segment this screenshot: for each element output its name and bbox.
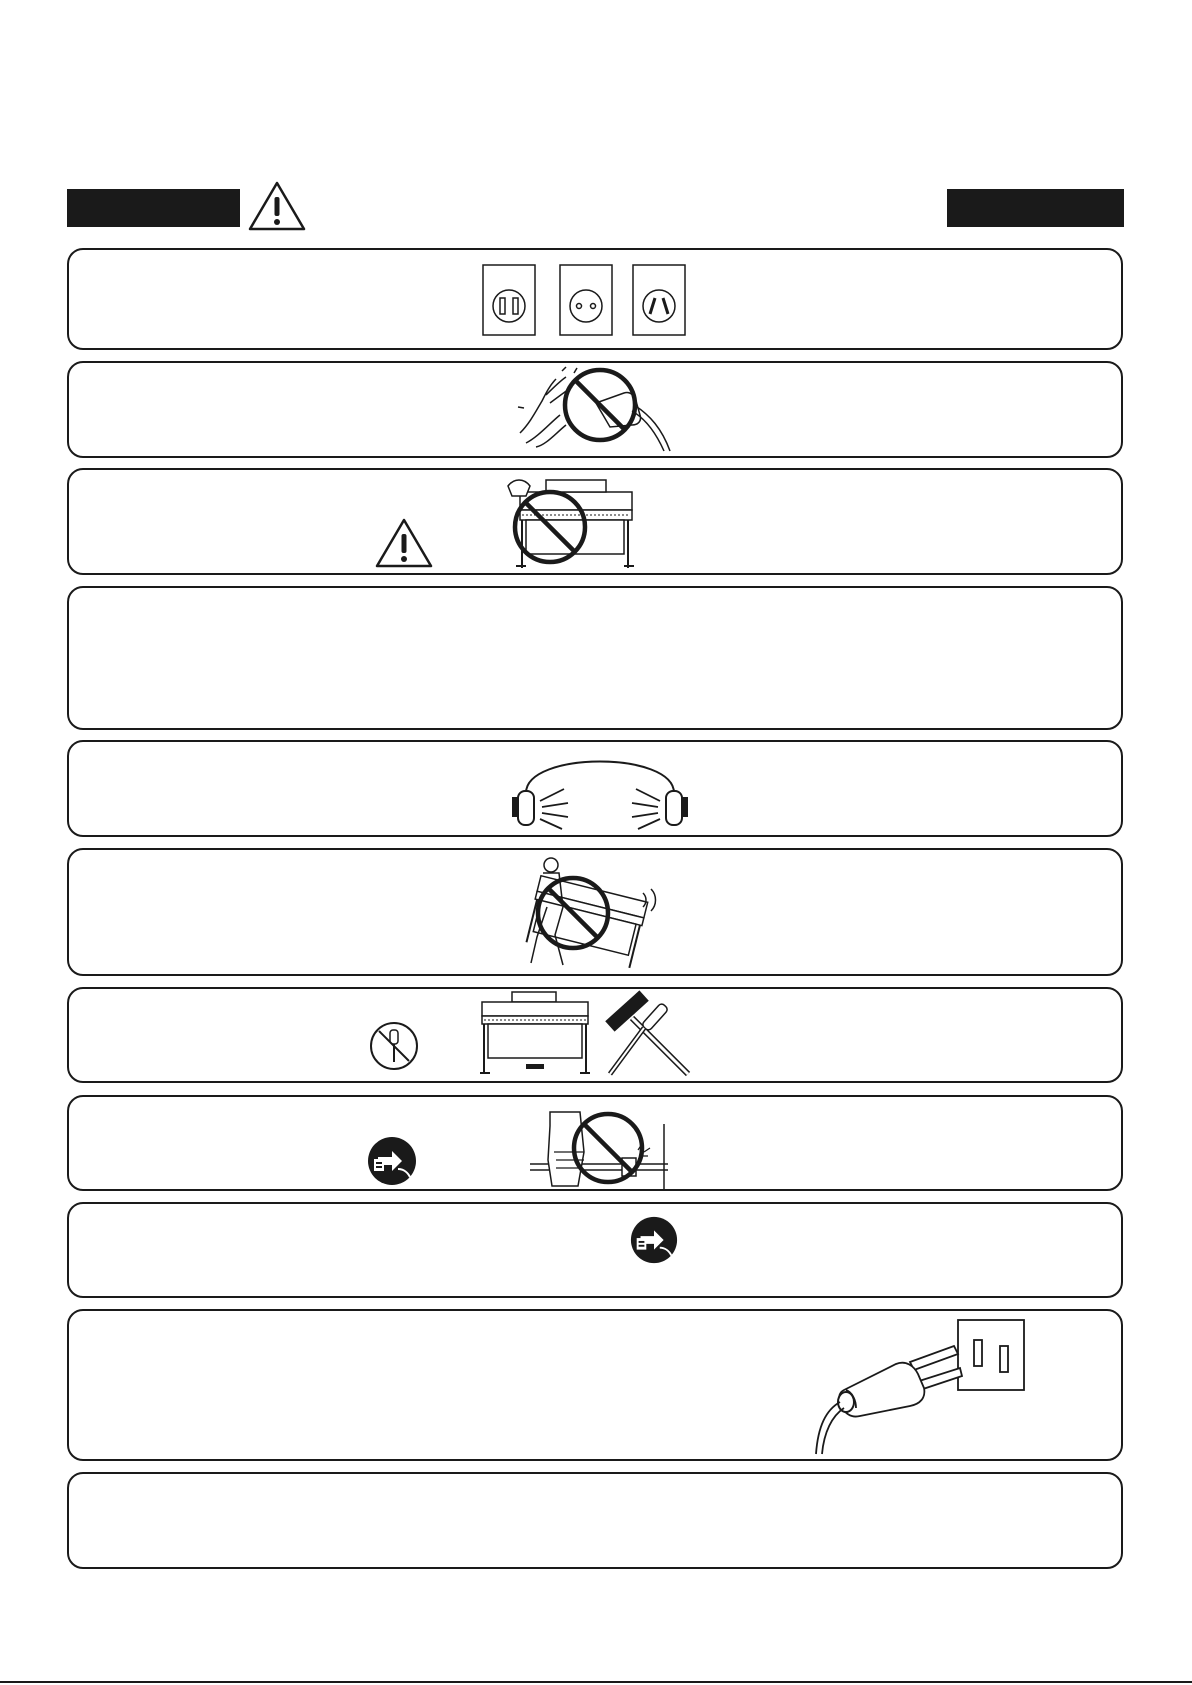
headphones-volume-icon [508,745,692,838]
unplug-icon [366,1135,418,1192]
warning-triangle-icon [374,517,434,574]
header-bar-left [67,189,240,227]
warning-triangle-icon [247,180,307,232]
wet-hand-plug-prohibited-icon [516,363,696,460]
panel-unplug-when-unused [67,1202,1123,1298]
outlet-type-a-icon [482,264,536,341]
outlet-type-i-icon [632,264,686,341]
bottom-rule [0,1681,1192,1683]
panel-blank-final [67,1472,1123,1569]
panel-no-disassembly [67,987,1123,1083]
piano-icon [478,990,592,1081]
tilting-piano-prohibited-icon [515,853,665,978]
liquid-on-piano-prohibited-icon [506,472,640,577]
unplug-icon [629,1215,679,1270]
header-bar-right [947,189,1124,227]
panel-blank-notice [67,586,1123,730]
plug-and-outlet-icon [806,1318,1026,1463]
outlet-type-c-icon [559,264,613,341]
no-disassembly-icon [368,1020,420,1077]
tools-icon [602,988,694,1085]
pull-cord-prohibited-icon [528,1106,670,1195]
